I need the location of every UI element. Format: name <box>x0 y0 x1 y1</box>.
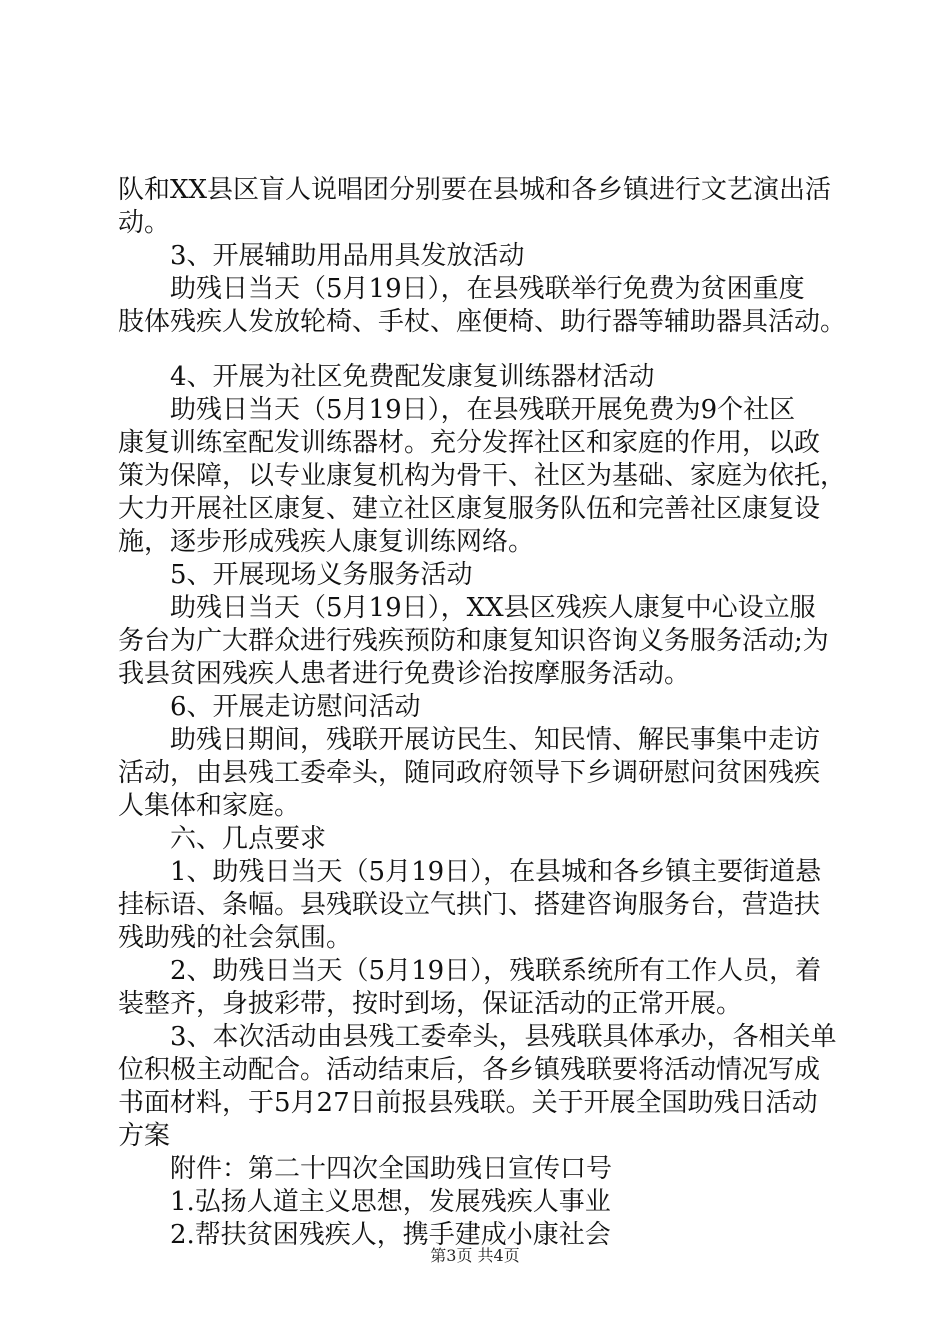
text-line: 助残日当天（5月19日），在县残联开展免费为9个社区 <box>118 395 796 425</box>
text-line: 助残日期间，残联开展访民生、知民情、解民事集中走访 <box>118 725 821 755</box>
document-body <box>118 174 847 1252</box>
text-line: 1、助残日当天（5月19日），在县城和各乡镇主要街道悬 <box>118 857 822 887</box>
text-line: 队和XX县区盲人说唱团分别要在县城和各乡镇进行文艺演出活 <box>118 175 832 205</box>
text-line: 书面材料，于5月27日前报县残联。关于开展全国助残日活动 <box>118 1088 818 1118</box>
section-heading: 5、开展现场义务服务活动 <box>118 560 473 590</box>
text-line: 康复训练室配发训练器材。充分发挥社区和家庭的作用，以政 <box>118 428 821 458</box>
text-line: 肢体残疾人发放轮椅、手杖、座便椅、助行器等辅助器具活动。 <box>118 307 847 337</box>
text-line: 助残日当天（5月19日），在县残联举行免费为贫困重度 <box>118 274 805 304</box>
text-line: 挂标语、条幅。县残联设立气拱门、搭建咨询服务台，营造扶 <box>118 890 821 920</box>
text-line: 动。 <box>118 208 171 238</box>
text-line: 我县贫困残疾人患者进行免费诊治按摩服务活动。 <box>118 659 691 689</box>
slogan-item: 1.弘扬人道主义思想，发展残疾人事业 <box>118 1187 611 1217</box>
text-line: 位积极主动配合。活动结束后，各乡镇残联要将活动情况写成 <box>118 1055 821 1085</box>
slogan-item: 2.帮扶贫困残疾人，携手建成小康社会 <box>118 1220 611 1250</box>
text-line: 施，逐步形成残疾人康复训练网络。 <box>118 527 535 557</box>
section-heading: 4、开展为社区免费配发康复训练器材活动 <box>118 362 655 392</box>
text-line: 活动，由县残工委牵头，随同政府领导下乡调研慰问贫困残疾 <box>118 758 821 788</box>
paragraph-gap <box>118 339 838 361</box>
section-heading: 3、开展辅助用品用具发放活动 <box>118 241 525 271</box>
text-line: 方案 <box>118 1121 171 1151</box>
text-line: 务台为广大群众进行残疾预防和康复知识咨询义务服务活动;为 <box>118 626 829 656</box>
text-line: 策为保障，以专业康复机构为骨干、社区为基础、家庭为依托， <box>118 461 847 491</box>
section-heading: 6、开展走访慰问活动 <box>118 692 421 722</box>
text-line: 装整齐，身披彩带，按时到场，保证活动的正常开展。 <box>118 989 743 1019</box>
text-line: 大力开展社区康复、建立社区康复服务队伍和完善社区康复设 <box>118 494 821 524</box>
text-line: 助残日当天（5月19日），XX县区残疾人康复中心设立服 <box>118 593 816 623</box>
text-line: 人集体和家庭。 <box>118 791 301 821</box>
page-footer: 第3页 共4页 <box>430 1246 520 1265</box>
text-line: 残助残的社会氛围。 <box>118 923 353 953</box>
text-line: 3、本次活动由县残工委牵头，县残联具体承办，各相关单 <box>118 1022 837 1052</box>
text-line: 2、助残日当天（5月19日），残联系统所有工作人员，着 <box>118 956 822 986</box>
section-heading: 六、几点要求 <box>118 824 327 854</box>
attachment-heading: 附件：第二十四次全国助残日宣传口号 <box>118 1154 613 1184</box>
